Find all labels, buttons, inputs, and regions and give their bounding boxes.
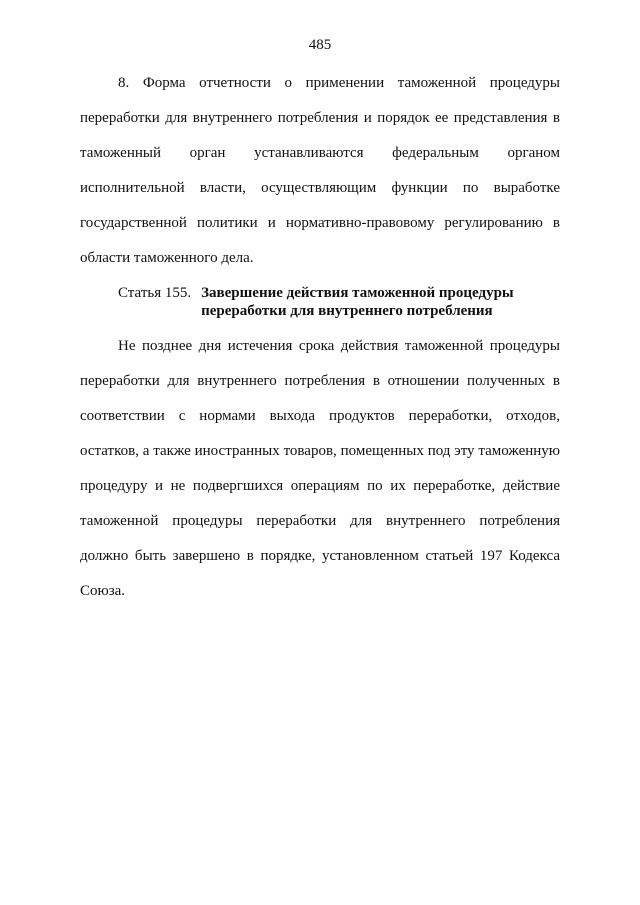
article-title: Завершение действия таможенной процедуры переработки для внутреннего потребления xyxy=(201,285,514,319)
paragraph-text: Не позднее дня истечения срока действия таможенной процедуры переработки для внутреннего потребления в отношении полученных в соответствии с нормами выхода продуктов переработки, отходов, остатков, а также иностранных товаров, помещенных под эту таможенную процедуру и не подвергшихся операциям по их переработке, действие таможенной процедуры переработки для внутреннего потребления должно быть завершено в порядке, установленном статьей 197 Кодекса Союза. xyxy=(80,338,560,599)
article-number: Статья 155. xyxy=(118,285,192,301)
paragraph-completion xyxy=(80,329,560,609)
paragraph-report-form xyxy=(80,66,560,276)
paragraph-text: 8. Форма отчетности о применении таможенной процедуры переработки для внутреннего потребления и порядок ее представления в таможенный орган устанавливаются федеральным органом исполнительной власти, осуществляющим функции по выработке государственной политики и нормативно-правовому регулированию в области таможенного дела. xyxy=(80,75,560,266)
article-heading xyxy=(118,284,558,320)
page-number: 485 xyxy=(308,37,332,53)
